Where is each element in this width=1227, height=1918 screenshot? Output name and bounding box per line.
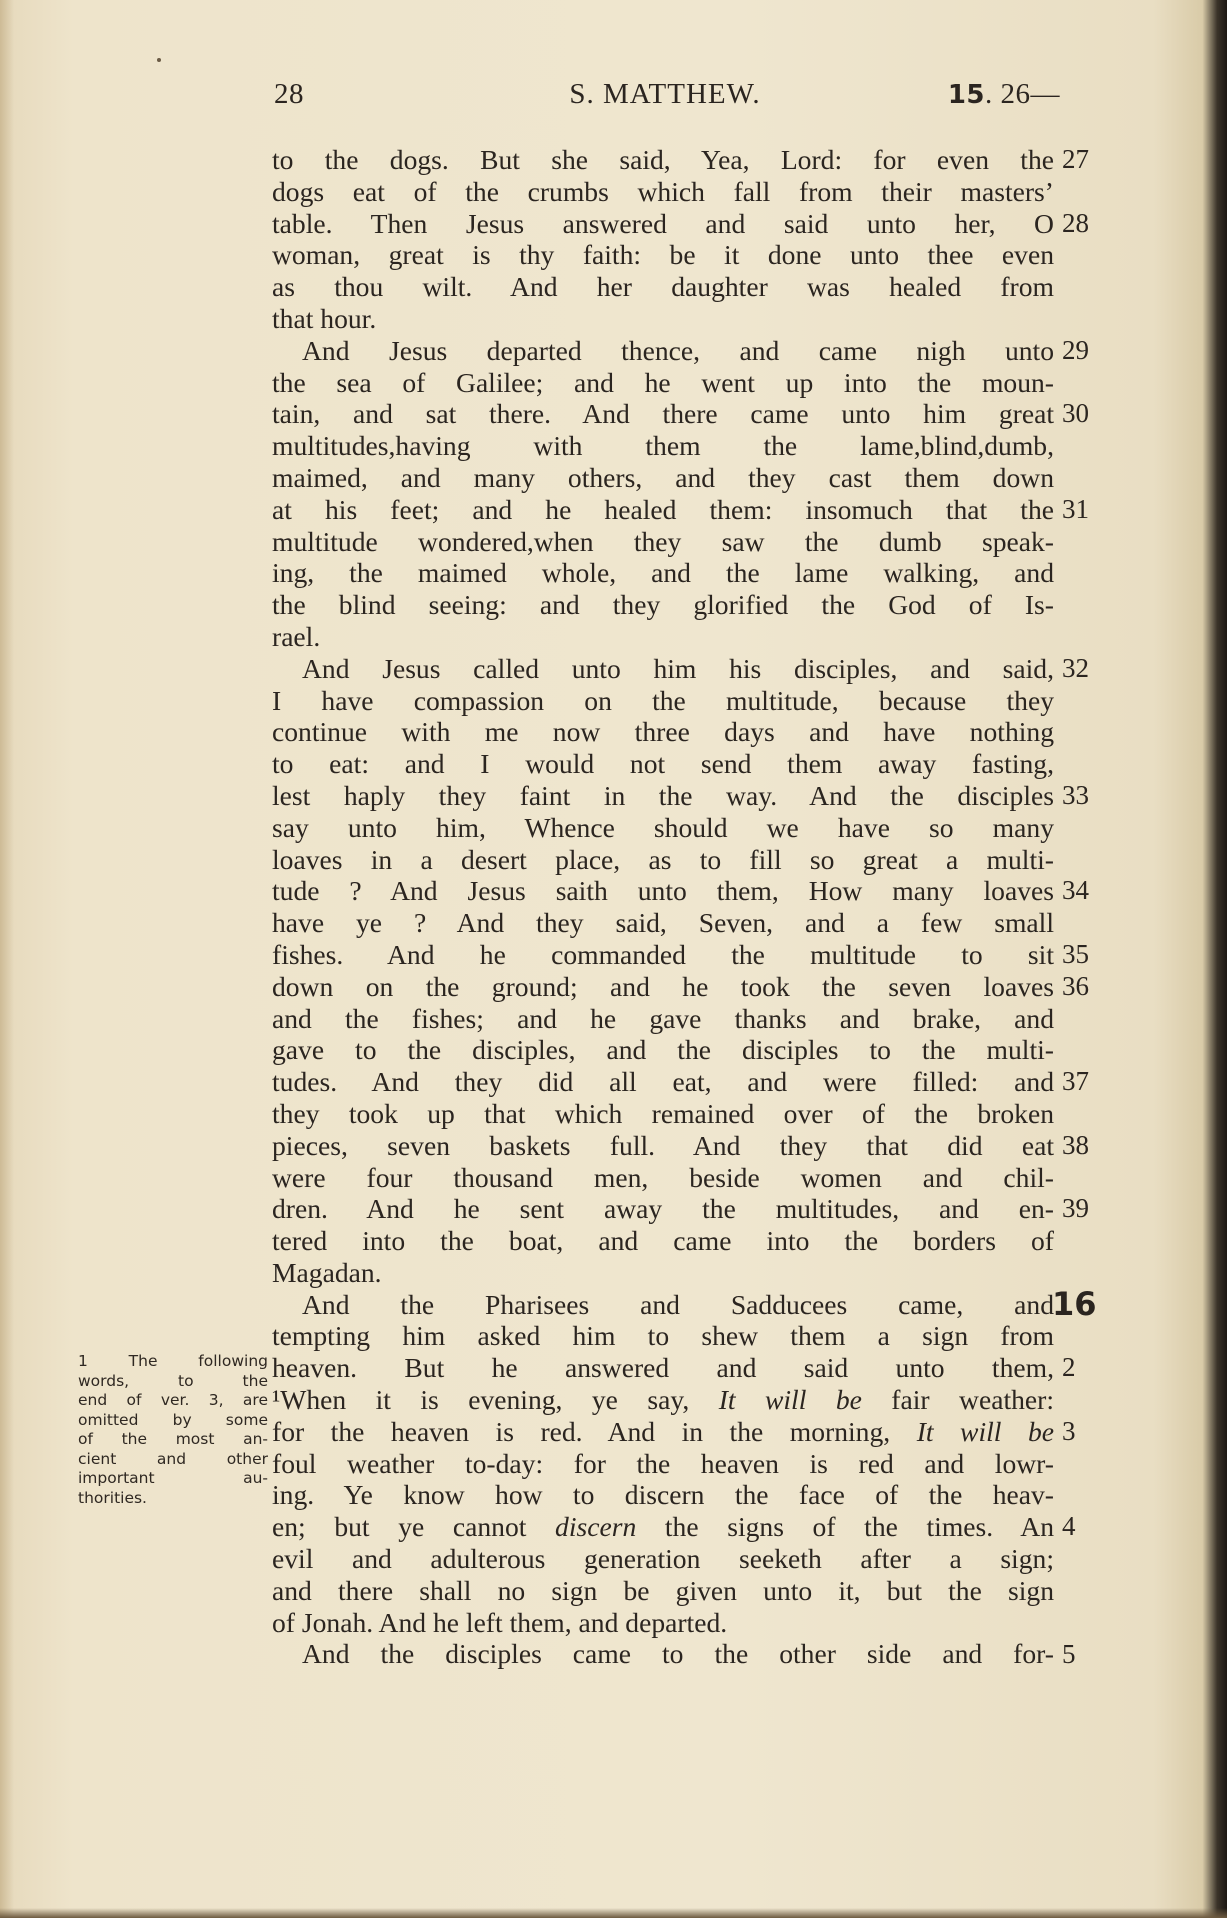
text-line: of Jonah. And he left them, and departed. — [272, 1606, 728, 1638]
verse-number: 34 — [1062, 875, 1089, 906]
italic-word: It will be — [916, 1415, 1055, 1447]
chapter-number-marker: 16 — [1052, 1284, 1097, 1323]
text-line: multitude wondered,when they saw the dumb speak- — [272, 525, 1054, 557]
verse-number: 5 — [1062, 1638, 1076, 1669]
text-line: and there shall no sign be given unto it, but the sign — [272, 1574, 1054, 1606]
text-line: fishes. And he commanded the multitude to sit — [272, 938, 1054, 970]
verse-reference: . 26— — [985, 78, 1060, 110]
text-line: ing. Ye know how to discern the face of the heav- — [272, 1479, 1054, 1511]
text-line: say unto him, Whence should we have so many — [272, 811, 1054, 843]
body-text — [272, 144, 1054, 1670]
margin-note-line: thorities. — [78, 1488, 147, 1507]
text-line: lest haply they faint in the way. And the disciples — [272, 779, 1054, 811]
ink-speck — [157, 58, 161, 62]
text-line: were four thousand men, beside women and chil- — [272, 1161, 1054, 1193]
text-line: have ye ? And they said, Seven, and a few small — [272, 907, 1054, 939]
text-line: continue with me now three days and have nothing — [272, 716, 1054, 748]
text-line: I have compassion on the multitude, because they — [272, 684, 1054, 716]
verse-number: 33 — [1062, 780, 1089, 810]
text-line: maimed, and many others, and they cast them down — [272, 461, 1054, 493]
text-line: woman, great is thy faith: be it done unto thee even — [272, 239, 1054, 271]
text-line: dren. And he sent away the multitudes, and en- — [272, 1193, 1054, 1225]
text-line: And the disciples came to the other side and for- — [302, 1638, 1054, 1670]
margin-note-line: 1 The following — [78, 1352, 268, 1370]
book-title: S. MATTHEW. — [569, 78, 761, 110]
text-line: pieces, seven baskets full. And they that did eat — [272, 1129, 1054, 1161]
margin-note-line: end of ver. 3, are — [78, 1391, 268, 1409]
text-line: And Jesus departed thence, and came nigh unto — [302, 334, 1054, 366]
margin-note-line: words, to the — [78, 1371, 268, 1390]
text-line: And the Pharisees and Sadducees came, and — [302, 1288, 1054, 1320]
page-number: 28 — [274, 78, 304, 110]
italic-word: discern — [555, 1511, 637, 1543]
text-line: evil and adulterous generation seeketh after a sign; — [272, 1543, 1054, 1575]
verse-number: 31 — [1062, 493, 1089, 524]
text-line: tudes. And they did all eat, and were filled: and — [272, 1066, 1054, 1098]
margin-note-line: omitted by some — [78, 1410, 268, 1429]
text-line: ¹When it is evening, ye say, It will be fair weather: — [272, 1384, 1055, 1416]
text-line: they took up that which remained over of the broken — [272, 1097, 1054, 1129]
text-line: ing, the maimed whole, and the lame walking, and — [272, 557, 1054, 589]
verse-number: 35 — [1062, 939, 1089, 969]
text-line: down on the ground; and he took the seven loaves — [272, 970, 1054, 1002]
text-line: rael. — [272, 620, 321, 652]
verse-number: 28 — [1062, 207, 1089, 238]
verse-number: 39 — [1062, 1193, 1089, 1224]
verse-number: 27 — [1062, 144, 1089, 174]
text-line: loaves in a desert place, as to fill so great a multi- — [272, 843, 1054, 875]
page-left-edge — [0, 0, 14, 1918]
verse-number: 32 — [1062, 652, 1089, 683]
text-line: to eat: and I would not send them away fasting, — [272, 748, 1054, 780]
margin-footnote — [78, 1352, 268, 1508]
verse-number: 3 — [1062, 1416, 1076, 1446]
text-line: tempting him asked him to shew them a sign from — [272, 1320, 1054, 1352]
text-line: table. Then Jesus answered and said unto her, O — [272, 207, 1054, 239]
italic-word: It will be — [718, 1384, 862, 1416]
text-line: heaven. But he answered and said unto them, — [272, 1352, 1054, 1384]
verse-number: 2 — [1062, 1352, 1076, 1383]
text-line: tered into the boat, and came into the borders of — [272, 1225, 1054, 1257]
text-line: And Jesus called unto him his disciples, and said, — [302, 652, 1054, 684]
chapter-verse-reference — [948, 78, 1060, 111]
text-line: gave to the disciples, and the disciples to the multi- — [272, 1034, 1054, 1066]
text-line: foul weather to-day: for the heaven is red and lowr- — [272, 1447, 1054, 1479]
text-line: the sea of Galilee; and he went up into the moun- — [272, 366, 1054, 398]
verse-number: 36 — [1062, 970, 1089, 1001]
text-line: tain, and sat there. And there came unto him great — [272, 398, 1054, 430]
chapter-number: 15 — [947, 80, 985, 110]
text-line: tude ? And Jesus saith unto them, How many loaves — [272, 875, 1054, 907]
verse-number: 4 — [1062, 1511, 1076, 1542]
verse-number: 30 — [1062, 398, 1089, 429]
page-bottom-edge — [0, 1908, 1227, 1918]
margin-note-line: of the most an- — [78, 1430, 268, 1448]
text-line: and the fishes; and he gave thanks and brake, and — [272, 1002, 1054, 1034]
text-line: en; but ye cannot discern the signs of the times. An — [272, 1511, 1054, 1543]
text-line: multitudes,having with them the lame,blind,dumb, — [272, 430, 1054, 462]
text-line: as thou wilt. And her daughter was healed from — [272, 271, 1054, 303]
text-line: Magadan. — [272, 1256, 382, 1288]
margin-note-line: important au- — [78, 1469, 268, 1487]
verse-number: 38 — [1062, 1129, 1089, 1160]
text-line: for the heaven is red. And in the morning, It will be — [272, 1415, 1055, 1447]
text-line: the blind seeing: and they glorified the God of Is- — [272, 589, 1054, 621]
margin-note-line: cient and other — [78, 1449, 268, 1468]
verse-number: 37 — [1062, 1066, 1089, 1097]
verse-number: 29 — [1062, 334, 1089, 365]
text-line: at his feet; and he healed them: insomuch that the — [272, 493, 1054, 525]
text-line: dogs eat of the crumbs which fall from their masters’ — [272, 175, 1054, 207]
text-line: that hour. — [272, 302, 377, 334]
text-line: to the dogs. But she said, Yea, Lord: for even the — [272, 144, 1054, 175]
running-header — [270, 78, 1060, 122]
